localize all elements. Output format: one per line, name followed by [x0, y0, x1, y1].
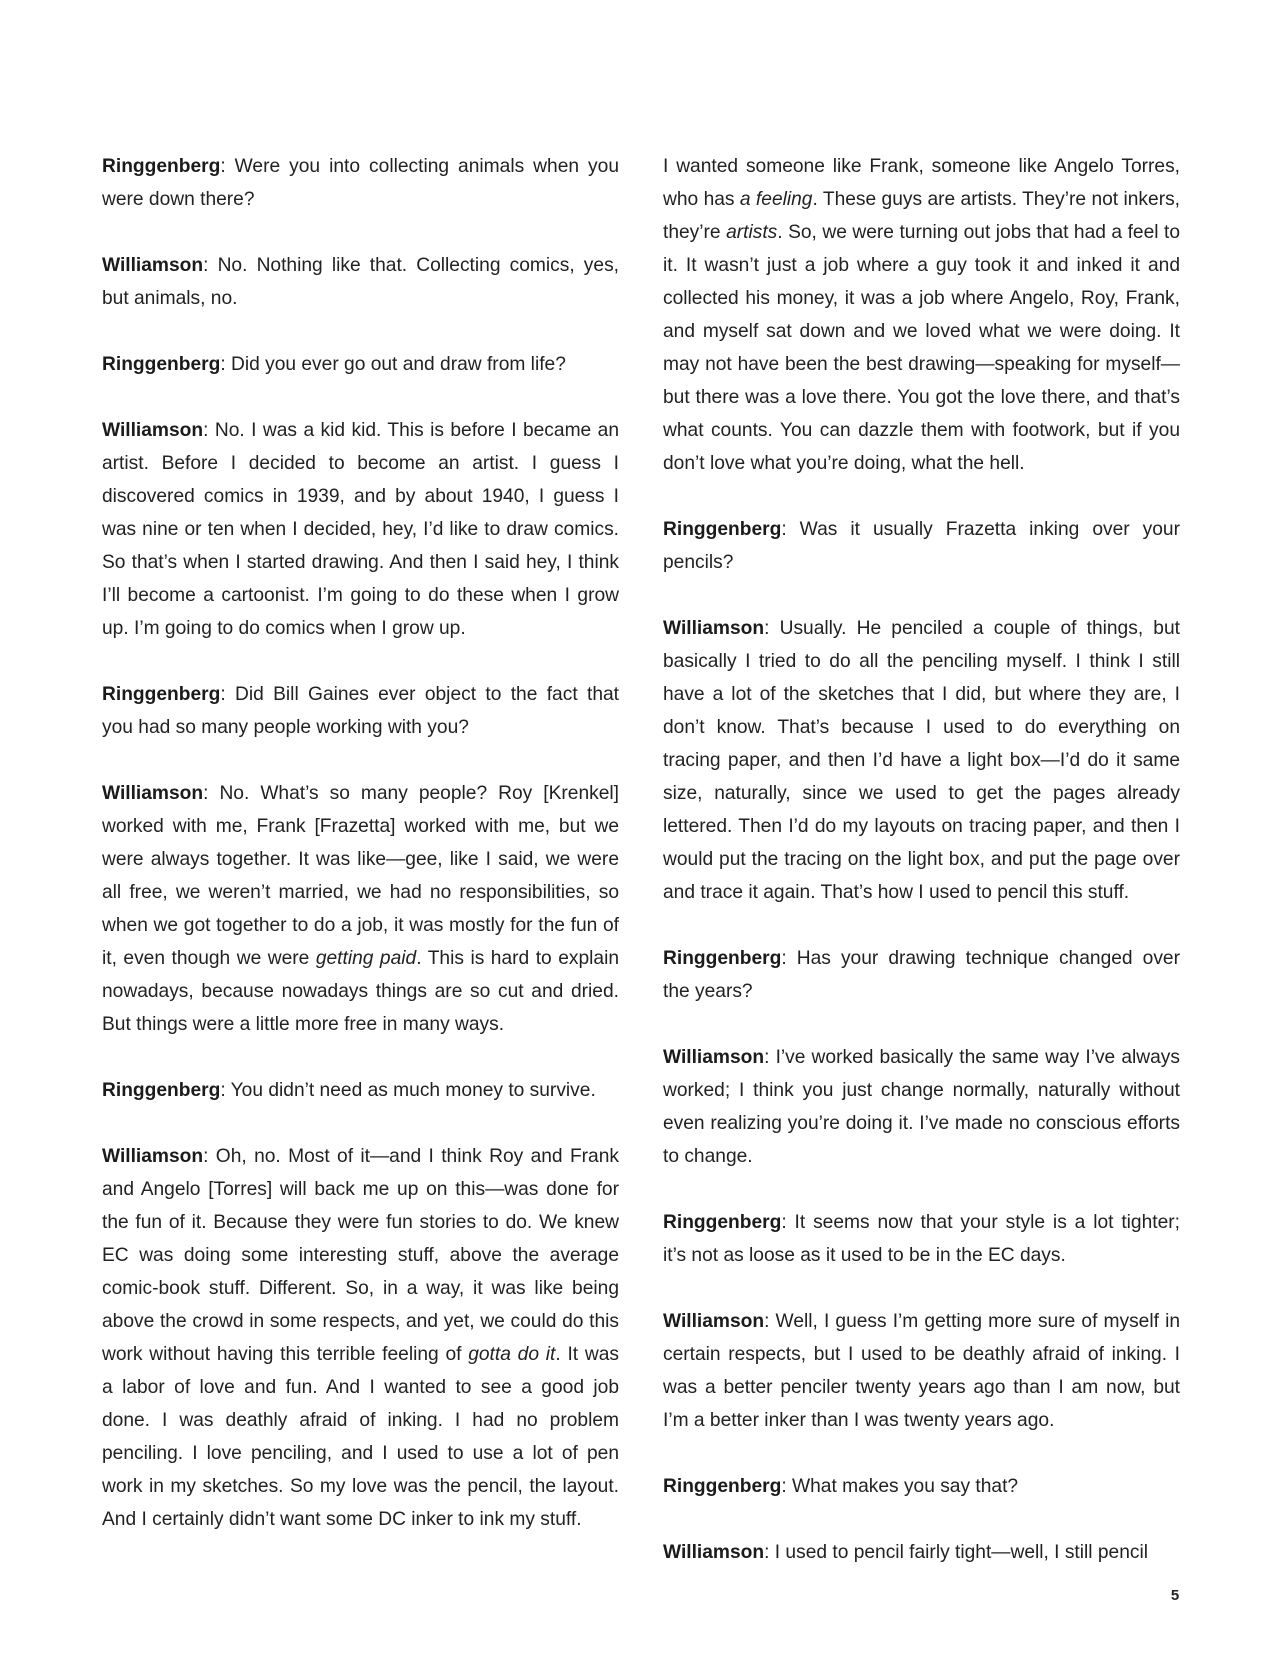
speaker-name: Williamson	[663, 1542, 765, 1563]
paragraph-text: : Did Bill Gaines ever object to the fact that you had so many people working with you?	[102, 684, 619, 738]
interview-paragraph	[102, 414, 619, 645]
speaker-name: Ringgenberg	[663, 948, 782, 969]
interview-paragraph	[102, 249, 619, 315]
paragraph-text: : Did you ever go out and draw from life?	[220, 354, 566, 375]
paragraph-text: I wanted someone like Frank, someone like Angelo Torres, who has	[663, 156, 1180, 210]
emphasis-text: getting paid	[315, 948, 417, 969]
interview-paragraph	[663, 1041, 1180, 1173]
paragraph-text: . These guys are artists. They’re not inkers, they’re	[663, 189, 1181, 243]
paragraph-text: : Were you into collecting animals when you were down there?	[102, 156, 619, 210]
speaker-name: Ringgenberg	[102, 1080, 221, 1101]
paragraph-text: . It was a labor of love and fun. And I wanted to see a good job done. I was deathly afraid of inking. I had no problem penciling. I love penciling, and I used to use a lot of pen work in my sketches. So my love was the pencil, the layout. And I certainly didn’t want some DC inker to ink my stuff.	[102, 1344, 619, 1530]
continued-paragraph	[663, 150, 1180, 480]
paragraph-text: : No. I was a kid kid. This is before I became an artist. Before I decided to become an artist. I guess I discovered comics in 1939, and by about 1940, I guess I was nine or ten when I decided, hey, I’d like to draw comics. So that’s when I started drawing. And then I said hey, I think I’ll become a cartoonist. I’m going to do these when I grow up. I’m going to do comics when I grow up.	[102, 420, 619, 639]
paragraph-text: . So, we were turning out jobs that had a feel to it. It wasn’t just a job where a guy took it and inked it and collected his money, it was a job where Angelo, Roy, Frank, and myself sat down and we loved what we were doing. It may not have been the best drawing—speaking for myself—but there was a love there. You got the love there, and that’s what counts. You can dazzle them with footwork, but if you don’t love what you’re doing, what the hell.	[663, 222, 1180, 474]
paragraph-text: : No. Nothing like that. Collecting comics, yes, but animals, no.	[102, 255, 619, 309]
interview-paragraph	[663, 1305, 1180, 1437]
interview-paragraph	[102, 1140, 619, 1536]
interview-paragraph	[102, 678, 619, 744]
emphasis-text: a feeling	[739, 189, 813, 210]
speaker-name: Ringgenberg	[663, 519, 782, 540]
paragraph-text: : I’ve worked basically the same way I’ve always worked; I think you just change normally, naturally without even realizing you’re doing it. I’ve made no conscious efforts to change.	[663, 1047, 1180, 1167]
interview-paragraph	[663, 513, 1180, 579]
paragraph-text: : You didn’t need as much money to survive.	[220, 1080, 596, 1101]
emphasis-text: gotta do it	[468, 1344, 556, 1365]
paragraph-text: : Oh, no. Most of it—and I think Roy and Frank and Angelo [Torres] will back me up on this—was done for the fun of it. Because they were fun stories to do. We knew EC was doing some interesting stuff, above the average comic-book stuff. Different. So, in a way, it was like being above the crowd in some respects, and yet, we could do this work without having this terrible feeling of	[102, 1146, 619, 1365]
speaker-name: Ringgenberg	[102, 684, 221, 705]
paragraph-text: : Was it usually Frazetta inking over your pencils?	[663, 519, 1180, 573]
speaker-name: Williamson	[102, 783, 204, 804]
speaker-name: Williamson	[663, 1047, 765, 1068]
speaker-name: Ringgenberg	[102, 354, 221, 375]
paragraph-text: : No. What’s so many people? Roy [Krenkel] worked with me, Frank [Frazetta] worked with me, but we were always together. It was like—gee, like I said, we were all free, we weren’t married, we had no responsibilities, so when we got together to do a job, it was mostly for the fun of it, even though we were	[102, 783, 619, 969]
speaker-name: Ringgenberg	[663, 1476, 782, 1497]
speaker-name: Williamson	[102, 420, 204, 441]
paragraph-text: : Usually. He penciled a couple of things, but basically I tried to do all the penciling myself. I think I still have a lot of the sketches that I did, but where they are, I don’t know. That’s because I used to do everything on tracing paper, and then I’d have a light box—I’d do it same size, naturally, since we used to get the pages already lettered. Then I’d do my layouts on tracing paper, and then I would put the tracing on the light box, and put the page over and trace it again. That’s how I used to pencil this stuff.	[663, 618, 1180, 903]
interview-paragraph	[663, 1470, 1180, 1503]
interview-paragraph	[663, 942, 1180, 1008]
interview-paragraph	[102, 348, 619, 381]
speaker-name: Williamson	[663, 1311, 765, 1332]
paragraph-text: : It seems now that your style is a lot tighter; it’s not as loose as it used to be in the EC days.	[663, 1212, 1180, 1266]
paragraph-text: : Has your drawing technique changed over the years?	[663, 948, 1180, 1002]
paragraph-text: : What makes you say that?	[781, 1476, 1019, 1497]
emphasis-text: artists	[726, 222, 778, 243]
interview-paragraph	[102, 777, 619, 1041]
paragraph-text: : Well, I guess I’m getting more sure of myself in certain respects, but I used to be deathly afraid of inking. I was a better penciler twenty years ago than I am now, but I’m a better inker than I was twenty years ago.	[663, 1311, 1180, 1431]
paragraph-text: : I used to pencil fairly tight—well, I still pencil	[764, 1542, 1149, 1563]
interview-paragraph	[663, 612, 1180, 909]
left-column	[102, 150, 619, 1569]
speaker-name: Williamson	[663, 618, 765, 639]
speaker-name: Ringgenberg	[102, 156, 221, 177]
speaker-name: Williamson	[102, 255, 204, 276]
interview-paragraph	[102, 150, 619, 216]
right-column	[663, 150, 1180, 1602]
interview-paragraph	[102, 1074, 619, 1107]
speaker-name: Williamson	[102, 1146, 204, 1167]
paragraph-text: . This is hard to explain nowadays, because nowadays things are so cut and dried. But things were a little more free in many ways.	[102, 948, 620, 1035]
speaker-name: Ringgenberg	[663, 1212, 782, 1233]
page-number: 5	[1170, 1587, 1180, 1604]
interview-paragraph	[663, 1536, 1180, 1569]
interview-paragraph	[663, 1206, 1180, 1272]
